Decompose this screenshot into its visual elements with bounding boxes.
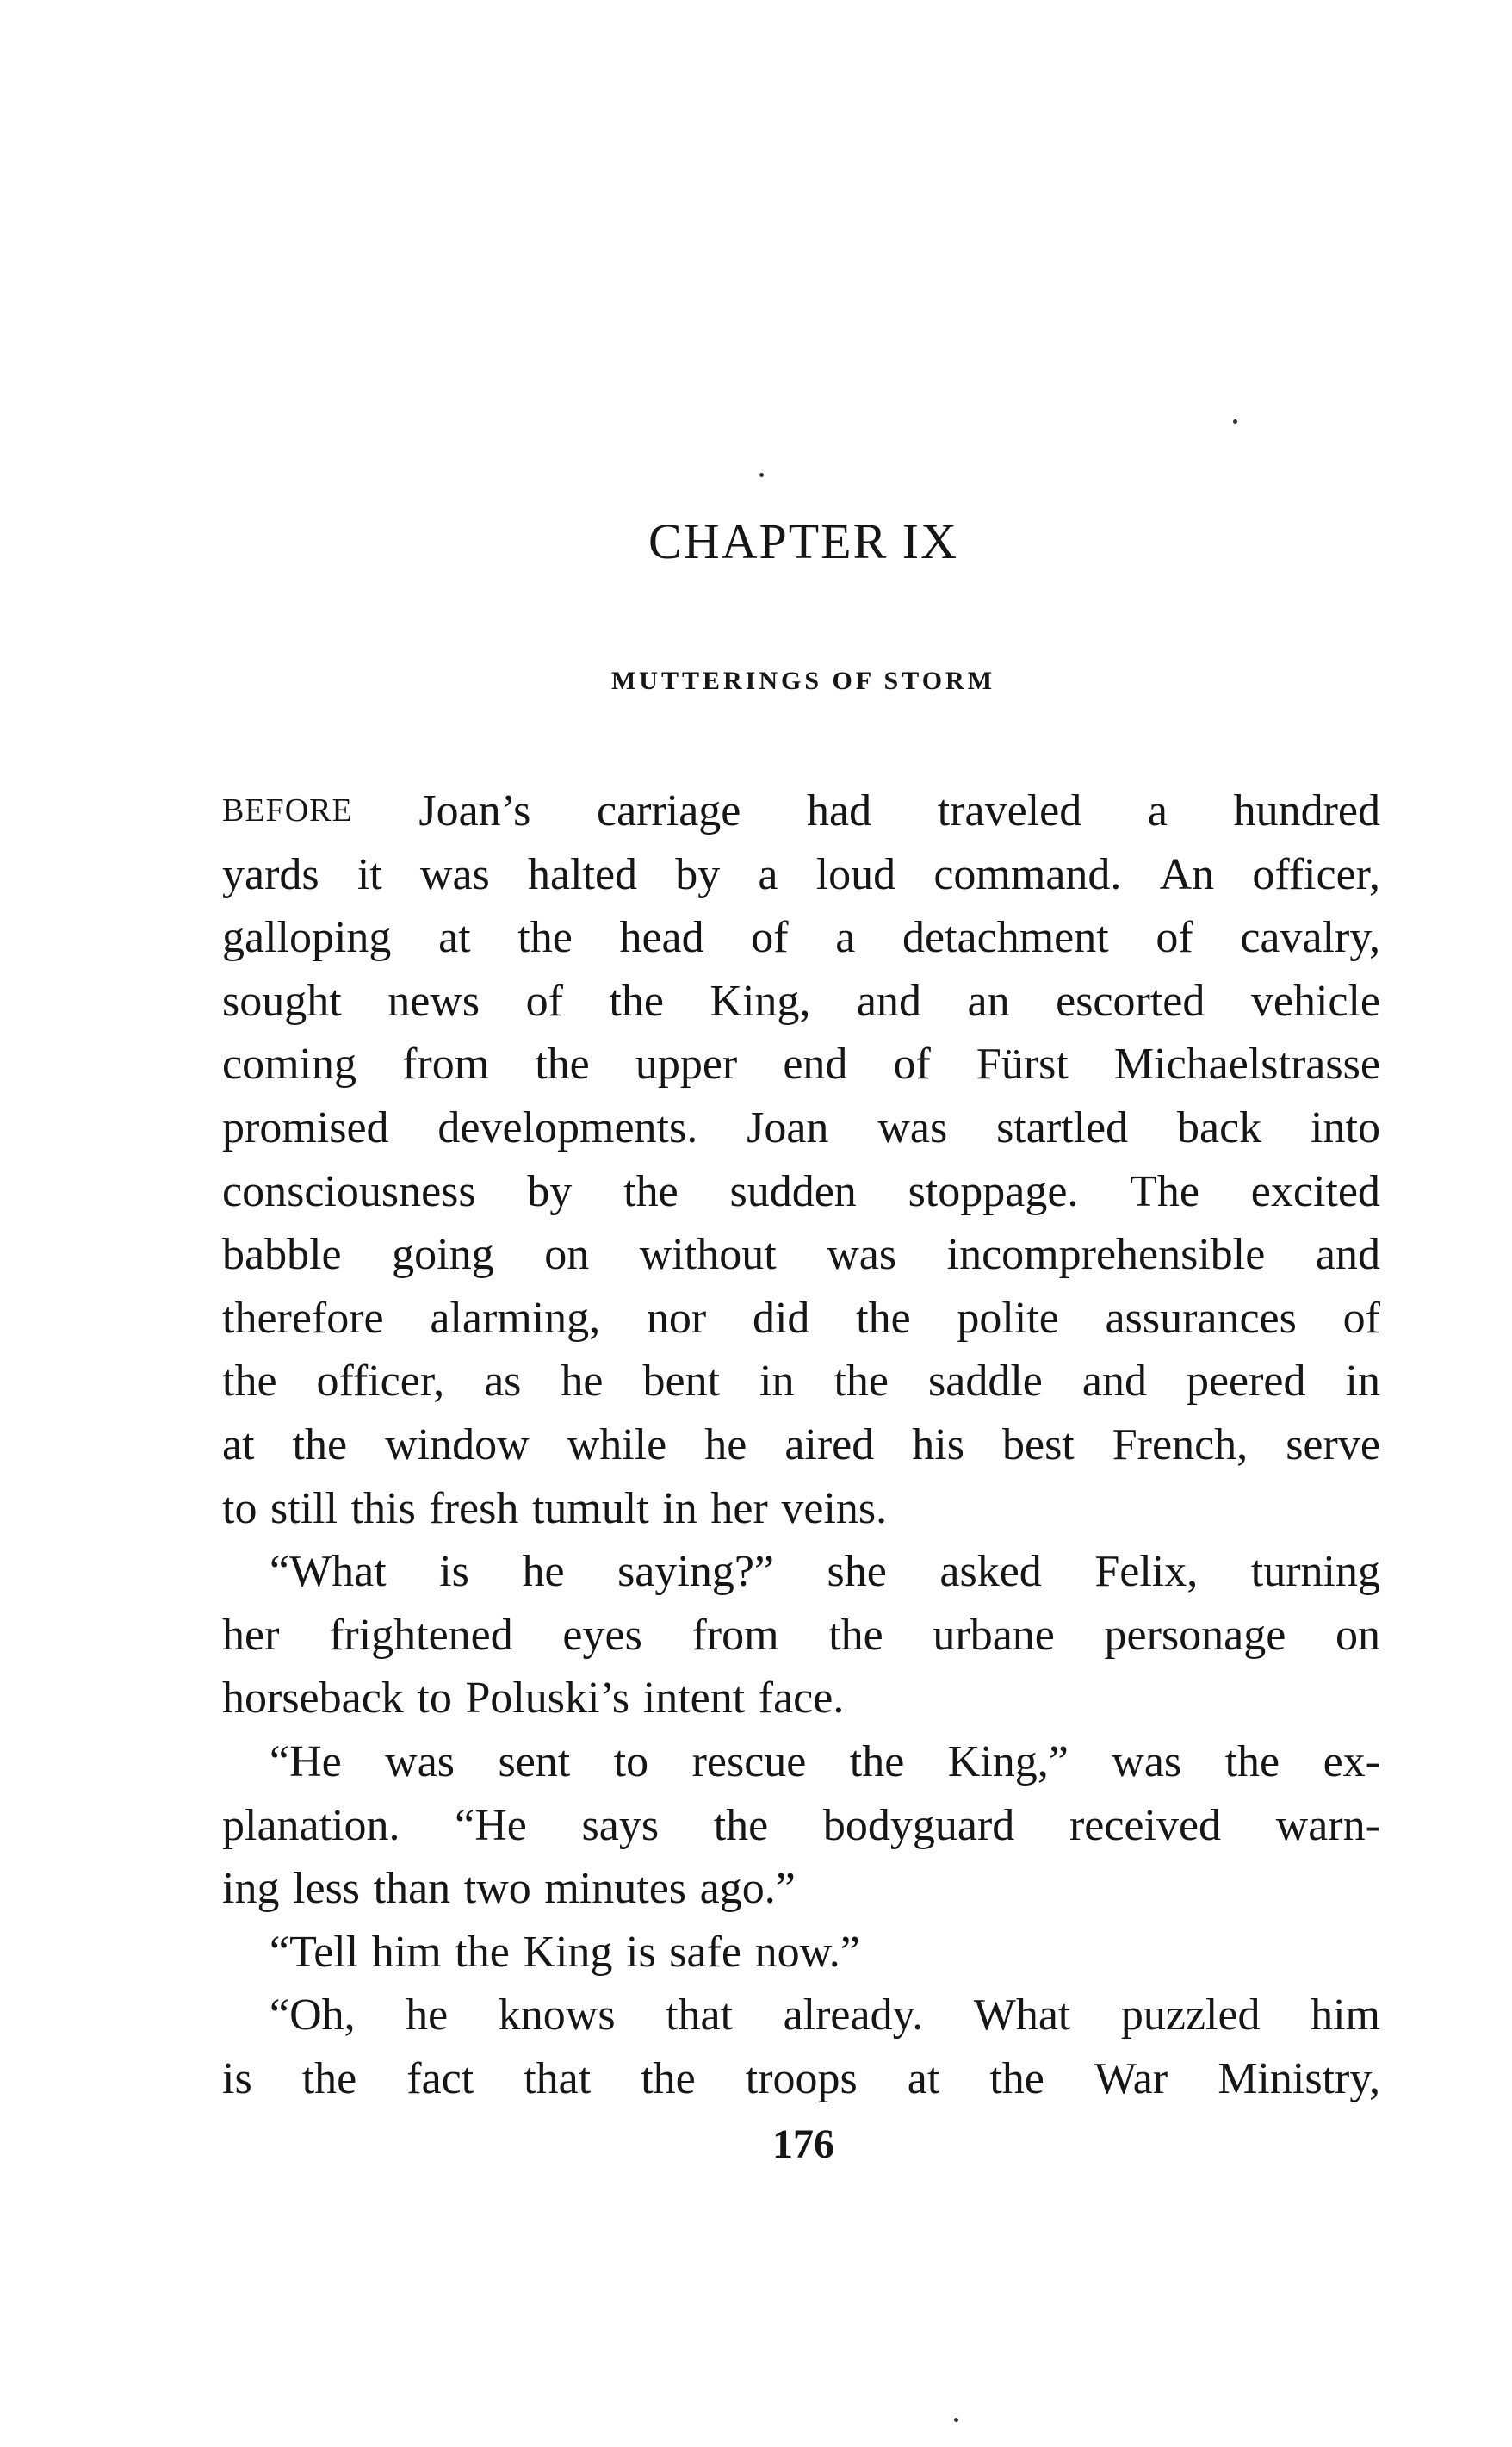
word: hundred: [1233, 786, 1380, 835]
word: Felix,: [1094, 1547, 1199, 1597]
word: of: [525, 976, 563, 1026]
word: French,: [1112, 1419, 1249, 1469]
word: warn-: [1275, 1800, 1380, 1850]
scan-speck: [1233, 419, 1237, 424]
word: aired: [784, 1419, 875, 1469]
word: traveled: [937, 786, 1082, 835]
word: cavalry,: [1240, 913, 1380, 963]
word: BEFORE: [222, 792, 353, 829]
word: frightened: [329, 1610, 513, 1660]
word: saying?”: [617, 1547, 774, 1597]
word: as: [484, 1357, 522, 1407]
word: officer,: [316, 1357, 445, 1407]
word: puzzled: [1120, 1991, 1261, 2040]
word: Poluski’s: [465, 1674, 630, 1723]
word: intent: [642, 1674, 746, 1723]
word: ing: [222, 1864, 280, 1914]
word: the: [641, 2053, 696, 2103]
word: sought: [222, 976, 342, 1026]
word: ex-: [1323, 1736, 1380, 1786]
word: vehicle: [1250, 976, 1380, 1026]
word: developments.: [437, 1102, 698, 1152]
word: two: [463, 1864, 531, 1914]
word: in: [1345, 1357, 1380, 1407]
word: was: [877, 1102, 948, 1152]
word: to: [222, 1483, 257, 1533]
text-line: [222, 1794, 1380, 1858]
word: the: [301, 2053, 357, 2103]
word: is: [222, 2053, 252, 2103]
scan-speck: [954, 2418, 958, 2422]
word: says: [581, 1800, 660, 1850]
word: War: [1094, 2053, 1168, 2103]
word: it: [356, 849, 382, 899]
word: minutes: [544, 1864, 687, 1914]
text-line: [222, 1160, 1380, 1224]
word: escorted: [1056, 976, 1205, 1026]
word: troops: [745, 2053, 858, 2103]
word: urbane: [933, 1610, 1055, 1660]
word: serve: [1286, 1419, 1380, 1469]
word: head: [619, 913, 704, 963]
word: knows: [498, 1991, 616, 2040]
word: her: [710, 1483, 768, 1533]
word: at: [907, 2053, 940, 2103]
word: officer,: [1252, 849, 1380, 899]
body-text: [222, 779, 1380, 2110]
word: halted: [527, 849, 638, 899]
word: galloping: [222, 913, 392, 963]
word: rescue: [691, 1736, 807, 1786]
word: on: [1335, 1610, 1380, 1660]
word: his: [912, 1419, 964, 1469]
word: already.: [783, 1991, 924, 2040]
word: the: [989, 2053, 1044, 2103]
word: from: [691, 1610, 779, 1660]
word: fresh: [429, 1483, 519, 1533]
word: consciousness: [222, 1166, 476, 1216]
word: King: [523, 1927, 613, 1977]
word: loud: [815, 849, 896, 899]
word: by: [527, 1166, 573, 1216]
word: nor: [646, 1293, 707, 1343]
word: ago.”: [699, 1864, 796, 1914]
word: personage: [1104, 1610, 1286, 1660]
word: from: [402, 1040, 490, 1090]
word: him: [1311, 1991, 1380, 2040]
word: and: [856, 976, 922, 1026]
word: bent: [642, 1357, 721, 1407]
word: peered: [1186, 1357, 1306, 1407]
word: “He: [270, 1736, 342, 1786]
word: King,”: [947, 1736, 1069, 1786]
word: sudden: [729, 1166, 857, 1216]
word: less: [293, 1864, 361, 1914]
word: planation.: [222, 1800, 400, 1850]
word: and: [1081, 1357, 1147, 1407]
word: in: [759, 1357, 795, 1407]
word: “Tell: [270, 1927, 359, 1977]
word: babble: [222, 1230, 342, 1280]
word: Ministry,: [1218, 2053, 1380, 2103]
word: An: [1159, 849, 1215, 899]
word: he: [561, 1357, 604, 1407]
word: window: [385, 1419, 530, 1469]
word: the: [535, 1040, 590, 1090]
word: eyes: [562, 1610, 642, 1660]
text-line: [222, 1413, 1380, 1477]
text-line: [222, 1033, 1380, 1096]
word: and: [1315, 1230, 1380, 1280]
word: was: [385, 1736, 455, 1786]
word: sent: [498, 1736, 571, 1786]
word: the: [828, 1610, 883, 1660]
word: did: [752, 1293, 810, 1343]
word: Michaelstrasse: [1113, 1040, 1380, 1090]
word: a: [758, 849, 778, 899]
word: was: [1112, 1736, 1182, 1786]
text-line: [222, 1287, 1380, 1351]
text-line: [222, 1477, 1380, 1541]
word: stoppage.: [908, 1166, 1079, 1216]
word: at: [438, 913, 471, 963]
word: veins.: [781, 1483, 888, 1533]
word: coming: [222, 1040, 356, 1090]
text-line: [222, 1540, 1380, 1604]
word: What: [973, 1991, 1071, 2040]
word: that: [666, 1991, 734, 2040]
word: of: [1156, 913, 1193, 963]
word: had: [807, 786, 872, 835]
word: he: [522, 1547, 565, 1597]
word: the: [713, 1800, 769, 1850]
word: the: [455, 1927, 510, 1977]
word: going: [392, 1230, 494, 1280]
word: upper: [635, 1040, 738, 1090]
word: by: [675, 849, 721, 899]
word: The: [1130, 1166, 1200, 1216]
word: he: [704, 1419, 747, 1469]
word: of: [893, 1040, 931, 1090]
word: end: [783, 1040, 848, 1090]
word: an: [967, 976, 1010, 1026]
word: best: [1001, 1419, 1075, 1469]
word: carriage: [596, 786, 741, 835]
word: still: [270, 1483, 338, 1533]
word: turning: [1250, 1547, 1380, 1597]
word: to: [613, 1736, 649, 1786]
word: tumult: [531, 1483, 649, 1533]
text-line: [222, 1223, 1380, 1287]
word: now.”: [754, 1927, 860, 1977]
word: was: [827, 1230, 897, 1280]
word: at: [222, 1419, 255, 1469]
word: saddle: [928, 1357, 1043, 1407]
word: asked: [939, 1547, 1042, 1597]
word: of: [1342, 1293, 1380, 1343]
word: of: [751, 913, 789, 963]
word: news: [387, 976, 480, 1026]
word: the: [623, 1166, 679, 1216]
word: the: [609, 976, 664, 1026]
word: that: [524, 2053, 592, 2103]
word: “What: [270, 1547, 387, 1597]
word: excited: [1250, 1166, 1380, 1216]
word: Fürst: [976, 1040, 1069, 1090]
word: to: [417, 1674, 452, 1723]
page-number: 176: [772, 2121, 834, 2167]
word: King,: [710, 976, 811, 1026]
word: back: [1177, 1102, 1262, 1152]
word: the: [222, 1357, 277, 1407]
word: on: [544, 1230, 590, 1280]
scan-speck: [759, 473, 764, 477]
word: the: [833, 1357, 889, 1407]
word: safe: [669, 1927, 741, 1977]
text-line: [222, 1921, 1380, 1984]
word: assurances: [1105, 1293, 1297, 1343]
word: he: [406, 1991, 449, 2040]
word: she: [827, 1547, 887, 1597]
word: the: [856, 1293, 911, 1343]
word: command.: [933, 849, 1122, 899]
text-line: [222, 906, 1380, 970]
word: received: [1069, 1800, 1222, 1850]
word: startled: [996, 1102, 1129, 1152]
word: Joan’s: [418, 786, 531, 835]
word: detachment: [902, 913, 1109, 963]
word: promised: [222, 1102, 389, 1152]
text-line: [222, 1730, 1380, 1794]
word: bodyguard: [822, 1800, 1015, 1850]
text-line: [222, 1096, 1380, 1160]
word: Joan: [747, 1102, 829, 1152]
word: than: [373, 1864, 451, 1914]
word: is: [439, 1547, 469, 1597]
word: him: [371, 1927, 442, 1977]
text-line: [222, 843, 1380, 907]
text-line: [222, 1857, 1380, 1921]
word: yards: [222, 849, 319, 899]
word: therefore: [222, 1293, 384, 1343]
word: incomprehensible: [946, 1230, 1266, 1280]
text-line: [222, 1604, 1380, 1668]
word: into: [1311, 1102, 1380, 1152]
chapter-subtitle: MUTTERINGS OF STORM: [610, 667, 996, 695]
word: in: [662, 1483, 697, 1533]
word: while: [567, 1419, 667, 1469]
text-line: [222, 970, 1380, 1034]
text-line: [222, 2047, 1380, 2111]
text-line: [222, 1667, 1380, 1730]
word: the: [1224, 1736, 1280, 1786]
word: a: [835, 913, 856, 963]
word: “He: [455, 1800, 527, 1850]
word: was: [419, 849, 490, 899]
chapter-title: CHAPTER IX: [648, 513, 958, 569]
word: this: [350, 1483, 416, 1533]
word: “Oh,: [270, 1991, 356, 2040]
text-line: [222, 779, 1380, 843]
word: the: [849, 1736, 905, 1786]
word: alarming,: [430, 1293, 601, 1343]
text-line: [222, 1350, 1380, 1413]
word: horseback: [222, 1674, 404, 1723]
word: is: [626, 1927, 656, 1977]
word: her: [222, 1610, 280, 1660]
word: without: [639, 1230, 777, 1280]
text-line: [222, 1984, 1380, 2047]
word: face.: [758, 1674, 845, 1723]
word: polite: [957, 1293, 1059, 1343]
word: the: [517, 913, 573, 963]
word: a: [1147, 786, 1168, 835]
word: the: [292, 1419, 348, 1469]
word: fact: [406, 2053, 474, 2103]
